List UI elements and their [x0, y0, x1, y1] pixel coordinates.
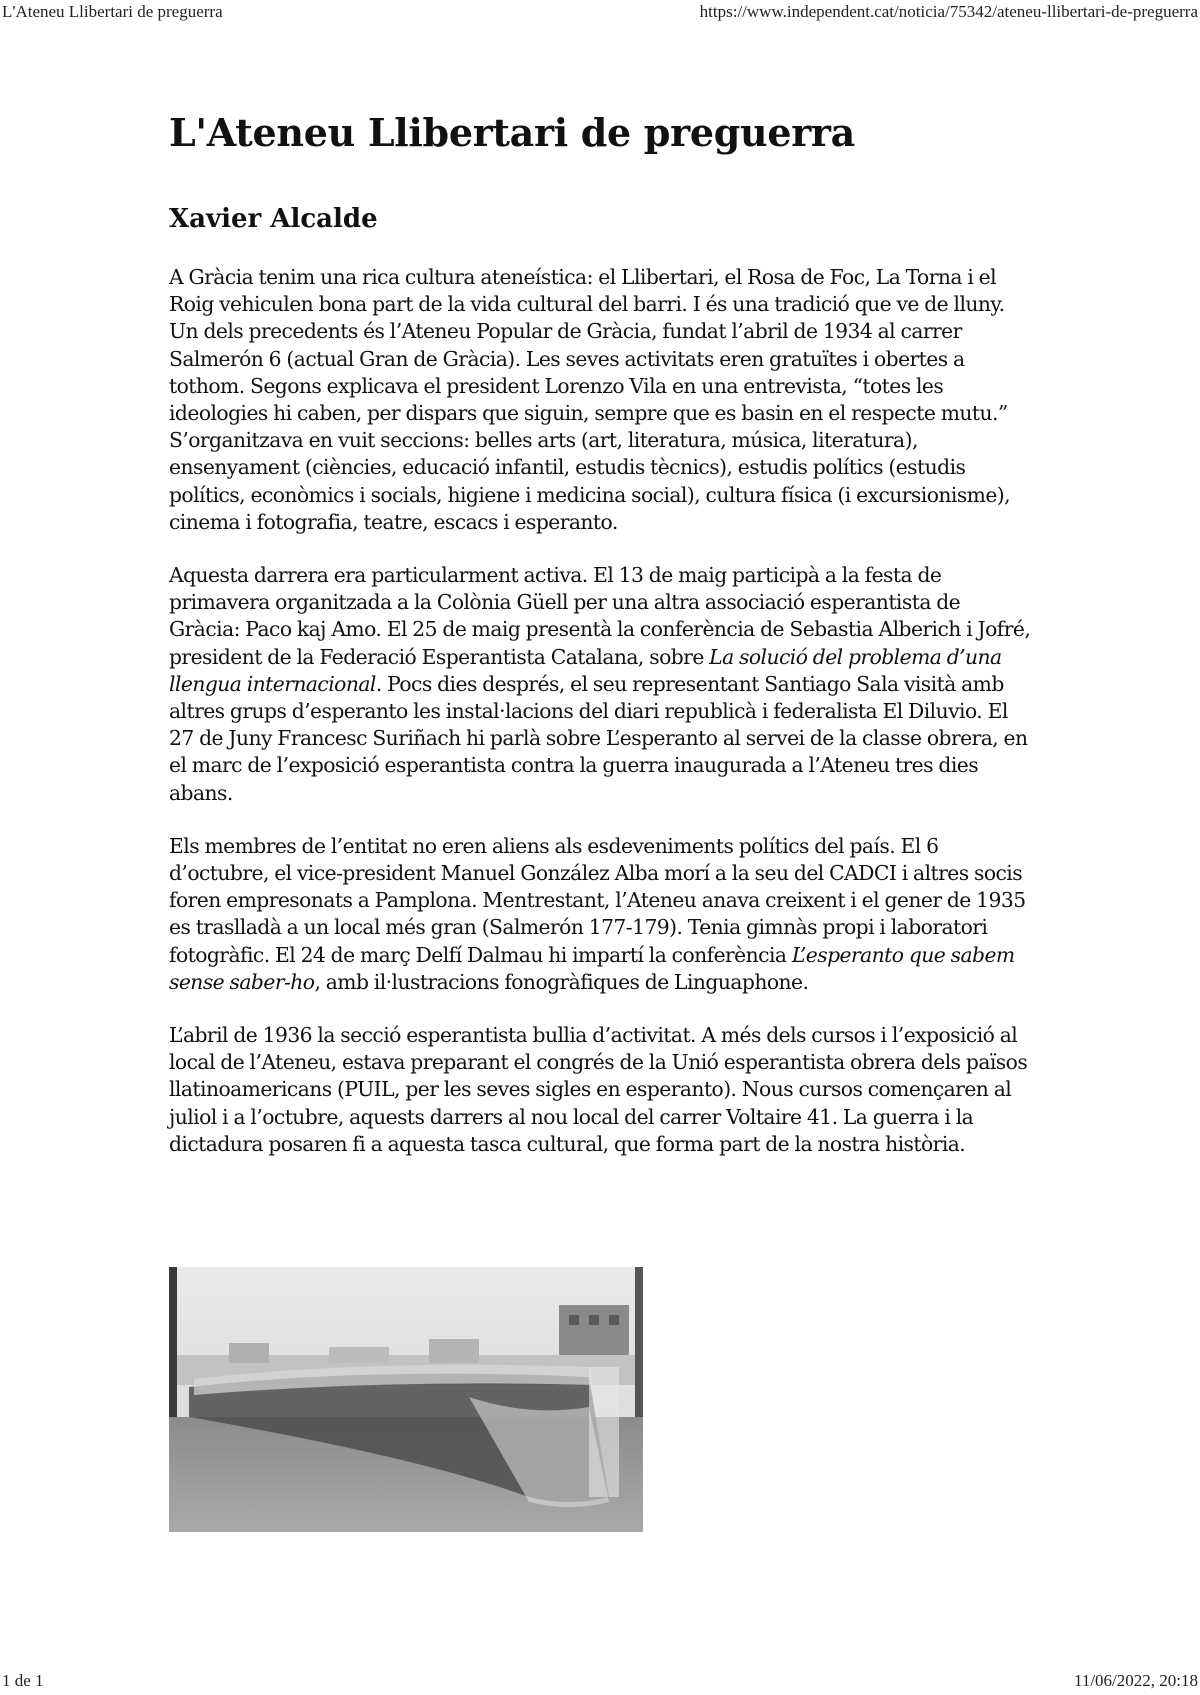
paragraph-3-text-b: , amb il·lustracions fonogràfiques de Linguaphone. [314, 969, 809, 994]
print-footer [0, 1671, 1200, 1695]
paragraph-3 [169, 833, 1034, 996]
paragraph-2-text-a: Aquesta darrera era particularment activa. El 13 de maig participà a la festa de primavera organitzada a la Colònia Güell per una altra associació esperantista de Gràcia: Paco kaj Amo. El 25 de maig presentà la conferència de Sebastia Alberich i Jofré, president de la Federació Esperantista Catalana, sobre [169, 563, 1031, 669]
paragraph-3-text-a: Els membres de l’entitat no eren aliens als esdeveniments polítics del país. El 6 d’octubre, el vice-president Manuel González Alba morí a la seu del CADCI i altres socis foren empresonats a Pamplona. Mentrestant, l’Ateneu anava creixent i el gener de 1935 es traslladà a un local més gran (Salmerón 177-179). Tenia gimnàs propi i laboratori fotogràfic. El 24 de març Delfí Dalmau hi impartí la conferència [169, 833, 1026, 967]
print-header [0, 2, 1200, 26]
article-author: Xavier Alcalde [169, 204, 378, 234]
page-number: 1 de 1 [2, 1671, 44, 1690]
paragraph-4: L’abril de 1936 la secció esperantista bullia d’activitat. A més dels cursos i l’exposició al local de l’Ateneu, estava preparant el congrés de la Unió esperantista obrera dels països llatinoamericans (PUIL, per les seves sigles en esperanto). Nous cursos començaren al juliol i a l’octubre, aquests darrers al nou local del carrer Voltaire 41. La guerra i la dictadura posaren fi a aquesta tasca cultural, que forma part de la nostra història. [169, 1023, 1028, 1156]
paragraph-2 [169, 562, 1034, 807]
conference-title-italic-2: L’esperanto que sabem sense saber-ho [169, 942, 1015, 994]
article-body [169, 264, 1034, 1158]
print-timestamp: 11/06/2022, 20:18 [1073, 1671, 1198, 1690]
paragraph-2-text-b: . Pocs dies després, el seu representant Santiago Sala visità amb altres grups d’esperanto les instal·lacions del diari republicà i federalista El Diluvio. El 27 de Juny Francesc Suriñach hi parlà sobre L’esperanto al servei de la classe obrera, en el marc de l’exposició esperantista contra la guerra inaugurada a l’Ateneu tres dies abans. [169, 671, 1028, 805]
article [169, 110, 1034, 1184]
group-photo [169, 1267, 643, 1532]
conference-title-italic: La solució del problema d’una llengua internacional [169, 644, 1002, 696]
paragraph-1: A Gràcia tenim una rica cultura ateneística: el Llibertari, el Rosa de Foc, La Torna i el Roig vehiculen bona part de la vida cultural del barri. I és una tradició que ve de lluny. Un dels precedents és l’Ateneu Popular de Gràcia, fundat l’abril de 1934 al carrer Salmerón 6 (actual Gran de Gràcia). Les seves activitats eren gratuïtes i obertes a tothom. Segons explicava el president Lorenzo Vila en una entrevista, “totes les ideologies hi caben, per dispars que siguin, sempre que es basin en el respecte mutu.” S’organitzava en vuit seccions: belles arts (art, literatura, música, literatura), ensenyament (ciències, educació infantil, estudis tècnics), estudis polítics (estudis polítics, econòmics i socials, higiene i medicina social), cultura física (i excursionisme), cinema i fotografia, teatre, escacs i esperanto. [169, 265, 1011, 534]
print-header-url: https://www.independent.cat/noticia/75342/ateneu-llibertari-de-preguerra [699, 2, 1198, 21]
print-header-title: L'Ateneu Llibertari de preguerra [2, 2, 223, 21]
group-photo-image [169, 1267, 643, 1532]
article-title: L'Ateneu Llibertari de preguerra [169, 110, 855, 155]
